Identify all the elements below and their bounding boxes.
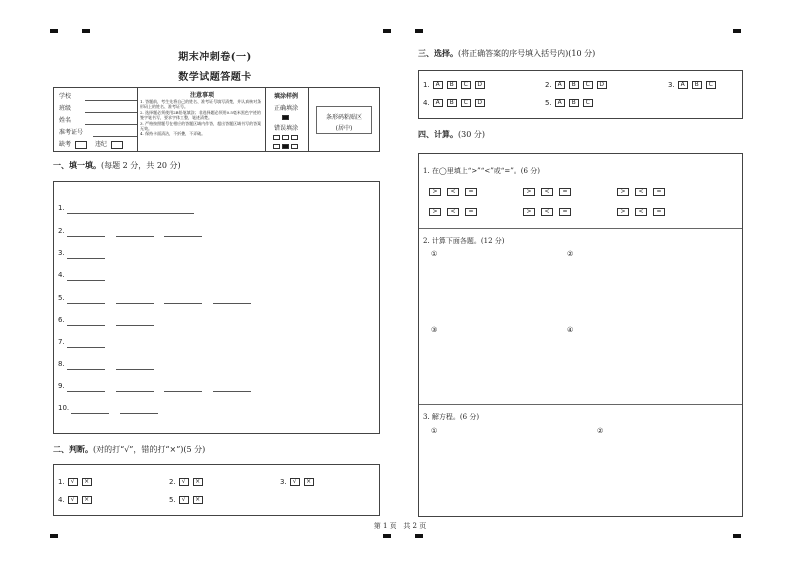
option-b[interactable]: B bbox=[692, 81, 702, 89]
compare-symbol-option[interactable]: = bbox=[465, 188, 477, 196]
section2-heading: 二、判断。(对的打“√”，错的打“×”)(5 分) bbox=[53, 444, 206, 454]
check-option[interactable]: √ bbox=[68, 496, 78, 504]
registration-mark bbox=[50, 534, 58, 538]
section1-answer-box bbox=[53, 181, 380, 434]
registration-mark bbox=[415, 534, 423, 538]
violation-checkbox[interactable] bbox=[111, 141, 123, 149]
absent-checkbox[interactable] bbox=[75, 141, 87, 149]
judge-item-5[interactable]: 5. √ × bbox=[169, 496, 207, 504]
compare-symbol-option[interactable]: < bbox=[635, 208, 647, 216]
compare-symbol-option[interactable]: > bbox=[523, 208, 535, 216]
calc-q2-mark-1: ① bbox=[431, 250, 438, 258]
absent-label: 缺考 bbox=[59, 141, 72, 148]
calc-q2-title: 2. 计算下面各题。(12 分) bbox=[423, 237, 505, 245]
page-title: 期末冲刺卷(一) bbox=[178, 52, 252, 63]
judge-item-4[interactable]: 4. √ × bbox=[58, 496, 96, 504]
fill-item-10[interactable]: 10. bbox=[58, 404, 70, 412]
fill-item-2[interactable]: 2. bbox=[58, 227, 65, 235]
fill-item-4[interactable]: 4. bbox=[58, 271, 65, 279]
barcode-center-label: (居中) bbox=[335, 125, 353, 132]
fill-sample bbox=[266, 91, 306, 150]
section3-answer-box bbox=[418, 70, 743, 119]
compare-symbol-group[interactable] bbox=[523, 208, 577, 216]
compare-symbol-group[interactable] bbox=[617, 188, 671, 196]
compare-symbol-option[interactable]: < bbox=[541, 188, 553, 196]
choice-item-4[interactable]: 4. A B C D bbox=[423, 99, 489, 107]
judge-item-1[interactable]: 1. √ × bbox=[58, 478, 96, 486]
fill-item-5[interactable]: 5. bbox=[58, 294, 65, 302]
cross-option[interactable]: × bbox=[82, 478, 92, 486]
option-a[interactable]: A bbox=[433, 81, 443, 89]
option-b[interactable]: B bbox=[569, 99, 579, 107]
page-number: 第 1 页 共 2 页 bbox=[373, 522, 427, 530]
wrong-fill-icon bbox=[282, 144, 289, 149]
check-option[interactable]: √ bbox=[68, 478, 78, 486]
option-c[interactable]: C bbox=[583, 81, 593, 89]
compare-symbol-option[interactable]: > bbox=[617, 208, 629, 216]
note-4: 4. 保持卡面清洁，不折叠，不弄破。 bbox=[140, 131, 206, 137]
section3-heading: 三、选择。(将正确答案的序号填入括号内)(10 分) bbox=[418, 48, 596, 58]
registration-mark bbox=[383, 534, 391, 538]
registration-mark bbox=[383, 29, 391, 33]
sample-title: 填涂样例 bbox=[273, 93, 298, 100]
option-c[interactable]: C bbox=[461, 99, 471, 107]
wrong-label: 错误填涂 bbox=[273, 125, 298, 132]
option-a[interactable]: A bbox=[555, 99, 565, 107]
field-exam-number[interactable]: 准考证号 bbox=[59, 127, 139, 139]
judge-item-3[interactable]: 3. √ × bbox=[280, 478, 318, 486]
calc-q3-mark-1: ① bbox=[431, 427, 438, 435]
compare-symbol-group[interactable] bbox=[617, 208, 671, 216]
compare-symbol-option[interactable]: = bbox=[653, 188, 665, 196]
info-fields bbox=[59, 91, 139, 151]
option-c[interactable]: C bbox=[461, 81, 471, 89]
option-d[interactable]: D bbox=[475, 99, 485, 107]
calc-q2-mark-2: ② bbox=[567, 250, 574, 258]
compare-symbol-group[interactable] bbox=[429, 208, 483, 216]
wrong-fill-icon bbox=[282, 135, 289, 140]
notes-title: 注意事项 bbox=[189, 92, 214, 99]
option-b[interactable]: B bbox=[569, 81, 579, 89]
field-name[interactable]: 姓名 bbox=[59, 115, 139, 127]
registration-mark bbox=[50, 29, 58, 33]
wrong-fill-icon bbox=[273, 135, 280, 140]
calc-q2-mark-3: ③ bbox=[431, 326, 438, 334]
option-b[interactable]: B bbox=[447, 81, 457, 89]
option-c[interactable]: C bbox=[583, 99, 593, 107]
compare-symbol-option[interactable]: = bbox=[559, 188, 571, 196]
registration-mark bbox=[733, 29, 741, 33]
compare-symbol-group[interactable] bbox=[429, 188, 483, 196]
wrong-fill-icon bbox=[291, 135, 298, 140]
fill-item-9[interactable]: 9. bbox=[58, 382, 65, 390]
wrong-fill-icon bbox=[291, 144, 298, 149]
fill-item-6[interactable]: 6. bbox=[58, 316, 65, 324]
registration-mark bbox=[82, 29, 90, 33]
section4-answer-box bbox=[418, 153, 743, 517]
compare-symbol-option[interactable]: = bbox=[465, 208, 477, 216]
barcode-label: 条形码粘贴区 bbox=[325, 114, 362, 121]
field-class[interactable]: 班级 bbox=[59, 103, 139, 115]
wrong-fill-icon bbox=[273, 144, 280, 149]
correct-fill-icon bbox=[282, 115, 289, 120]
barcode-area bbox=[316, 106, 372, 134]
choice-item-5[interactable]: 5. A B C bbox=[545, 99, 597, 107]
fill-item-7[interactable]: 7. bbox=[58, 338, 65, 346]
note-2: 2. 选择题必须使用2B铅笔填涂；非选择题必须用0.5毫米黑色字迹的签字笔书写，要求字体工整，笔迹清楚。 bbox=[140, 109, 261, 121]
check-option[interactable]: √ bbox=[290, 478, 300, 486]
registration-mark bbox=[733, 534, 741, 538]
compare-symbol-option[interactable]: > bbox=[429, 208, 441, 216]
check-option[interactable]: √ bbox=[179, 478, 189, 486]
option-a[interactable]: A bbox=[678, 81, 688, 89]
section4-heading: 四、计算。(30 分) bbox=[418, 129, 485, 139]
option-d[interactable]: D bbox=[475, 81, 485, 89]
field-school[interactable]: 学校 bbox=[59, 91, 139, 103]
calc-q2-mark-4: ④ bbox=[567, 326, 574, 334]
cross-option[interactable]: × bbox=[304, 478, 314, 486]
option-a[interactable]: A bbox=[555, 81, 565, 89]
section1-heading: 一、填一填。(每题 2 分，共 20 分) bbox=[53, 160, 181, 170]
calc-q1-title: 1. 在◯里填上“>”“<”或“=”。(6 分) bbox=[423, 167, 540, 175]
calc-q3-title: 3. 解方程。(6 分) bbox=[423, 413, 480, 421]
compare-symbol-option[interactable]: < bbox=[447, 208, 459, 216]
judge-item-2[interactable]: 2. √ × bbox=[169, 478, 207, 486]
page-subtitle: 数学试题答题卡 bbox=[178, 72, 252, 83]
option-d[interactable]: D bbox=[597, 81, 607, 89]
cross-option[interactable]: × bbox=[82, 496, 92, 504]
note-1: 1. 答题前，考生先将自己的姓名、准考证号填写清楚，并认真核对条形码上的姓名、准考证号。 bbox=[140, 99, 262, 110]
notes bbox=[140, 90, 264, 137]
option-c[interactable]: C bbox=[706, 81, 716, 89]
fill-item-3[interactable]: 3. bbox=[58, 249, 65, 257]
info-box bbox=[53, 87, 380, 152]
fill-item-1[interactable]: 1. bbox=[58, 204, 65, 212]
choice-item-2[interactable]: 2. A B C D bbox=[545, 81, 611, 89]
section2-answer-box bbox=[53, 464, 380, 516]
cross-option[interactable]: × bbox=[193, 478, 203, 486]
compare-symbol-option[interactable]: > bbox=[617, 188, 629, 196]
option-a[interactable]: A bbox=[433, 99, 443, 107]
registration-mark bbox=[415, 29, 423, 33]
compare-symbol-option[interactable]: = bbox=[653, 208, 665, 216]
fill-item-8[interactable]: 8. bbox=[58, 360, 65, 368]
compare-symbol-option[interactable]: < bbox=[541, 208, 553, 216]
compare-symbol-option[interactable]: < bbox=[635, 188, 647, 196]
calc-q3-mark-2: ② bbox=[597, 427, 604, 435]
compare-symbol-group[interactable] bbox=[523, 188, 577, 196]
violation-label: 违纪 bbox=[94, 141, 107, 148]
compare-symbol-option[interactable]: = bbox=[559, 208, 571, 216]
choice-item-1[interactable]: 1. A B C D bbox=[423, 81, 489, 89]
check-option[interactable]: √ bbox=[179, 496, 189, 504]
cross-option[interactable]: × bbox=[193, 496, 203, 504]
option-b[interactable]: B bbox=[447, 99, 457, 107]
compare-symbol-option[interactable]: < bbox=[447, 188, 459, 196]
note-3: 3. 严格按照题号在相应的答题区域内作答，超出答题区域书写的答案无效。 bbox=[140, 120, 262, 132]
correct-label: 正确填涂 bbox=[273, 105, 298, 112]
compare-symbol-option[interactable]: > bbox=[523, 188, 535, 196]
compare-symbol-option[interactable]: > bbox=[429, 188, 441, 196]
choice-item-3[interactable]: 3. A B C bbox=[668, 81, 720, 89]
